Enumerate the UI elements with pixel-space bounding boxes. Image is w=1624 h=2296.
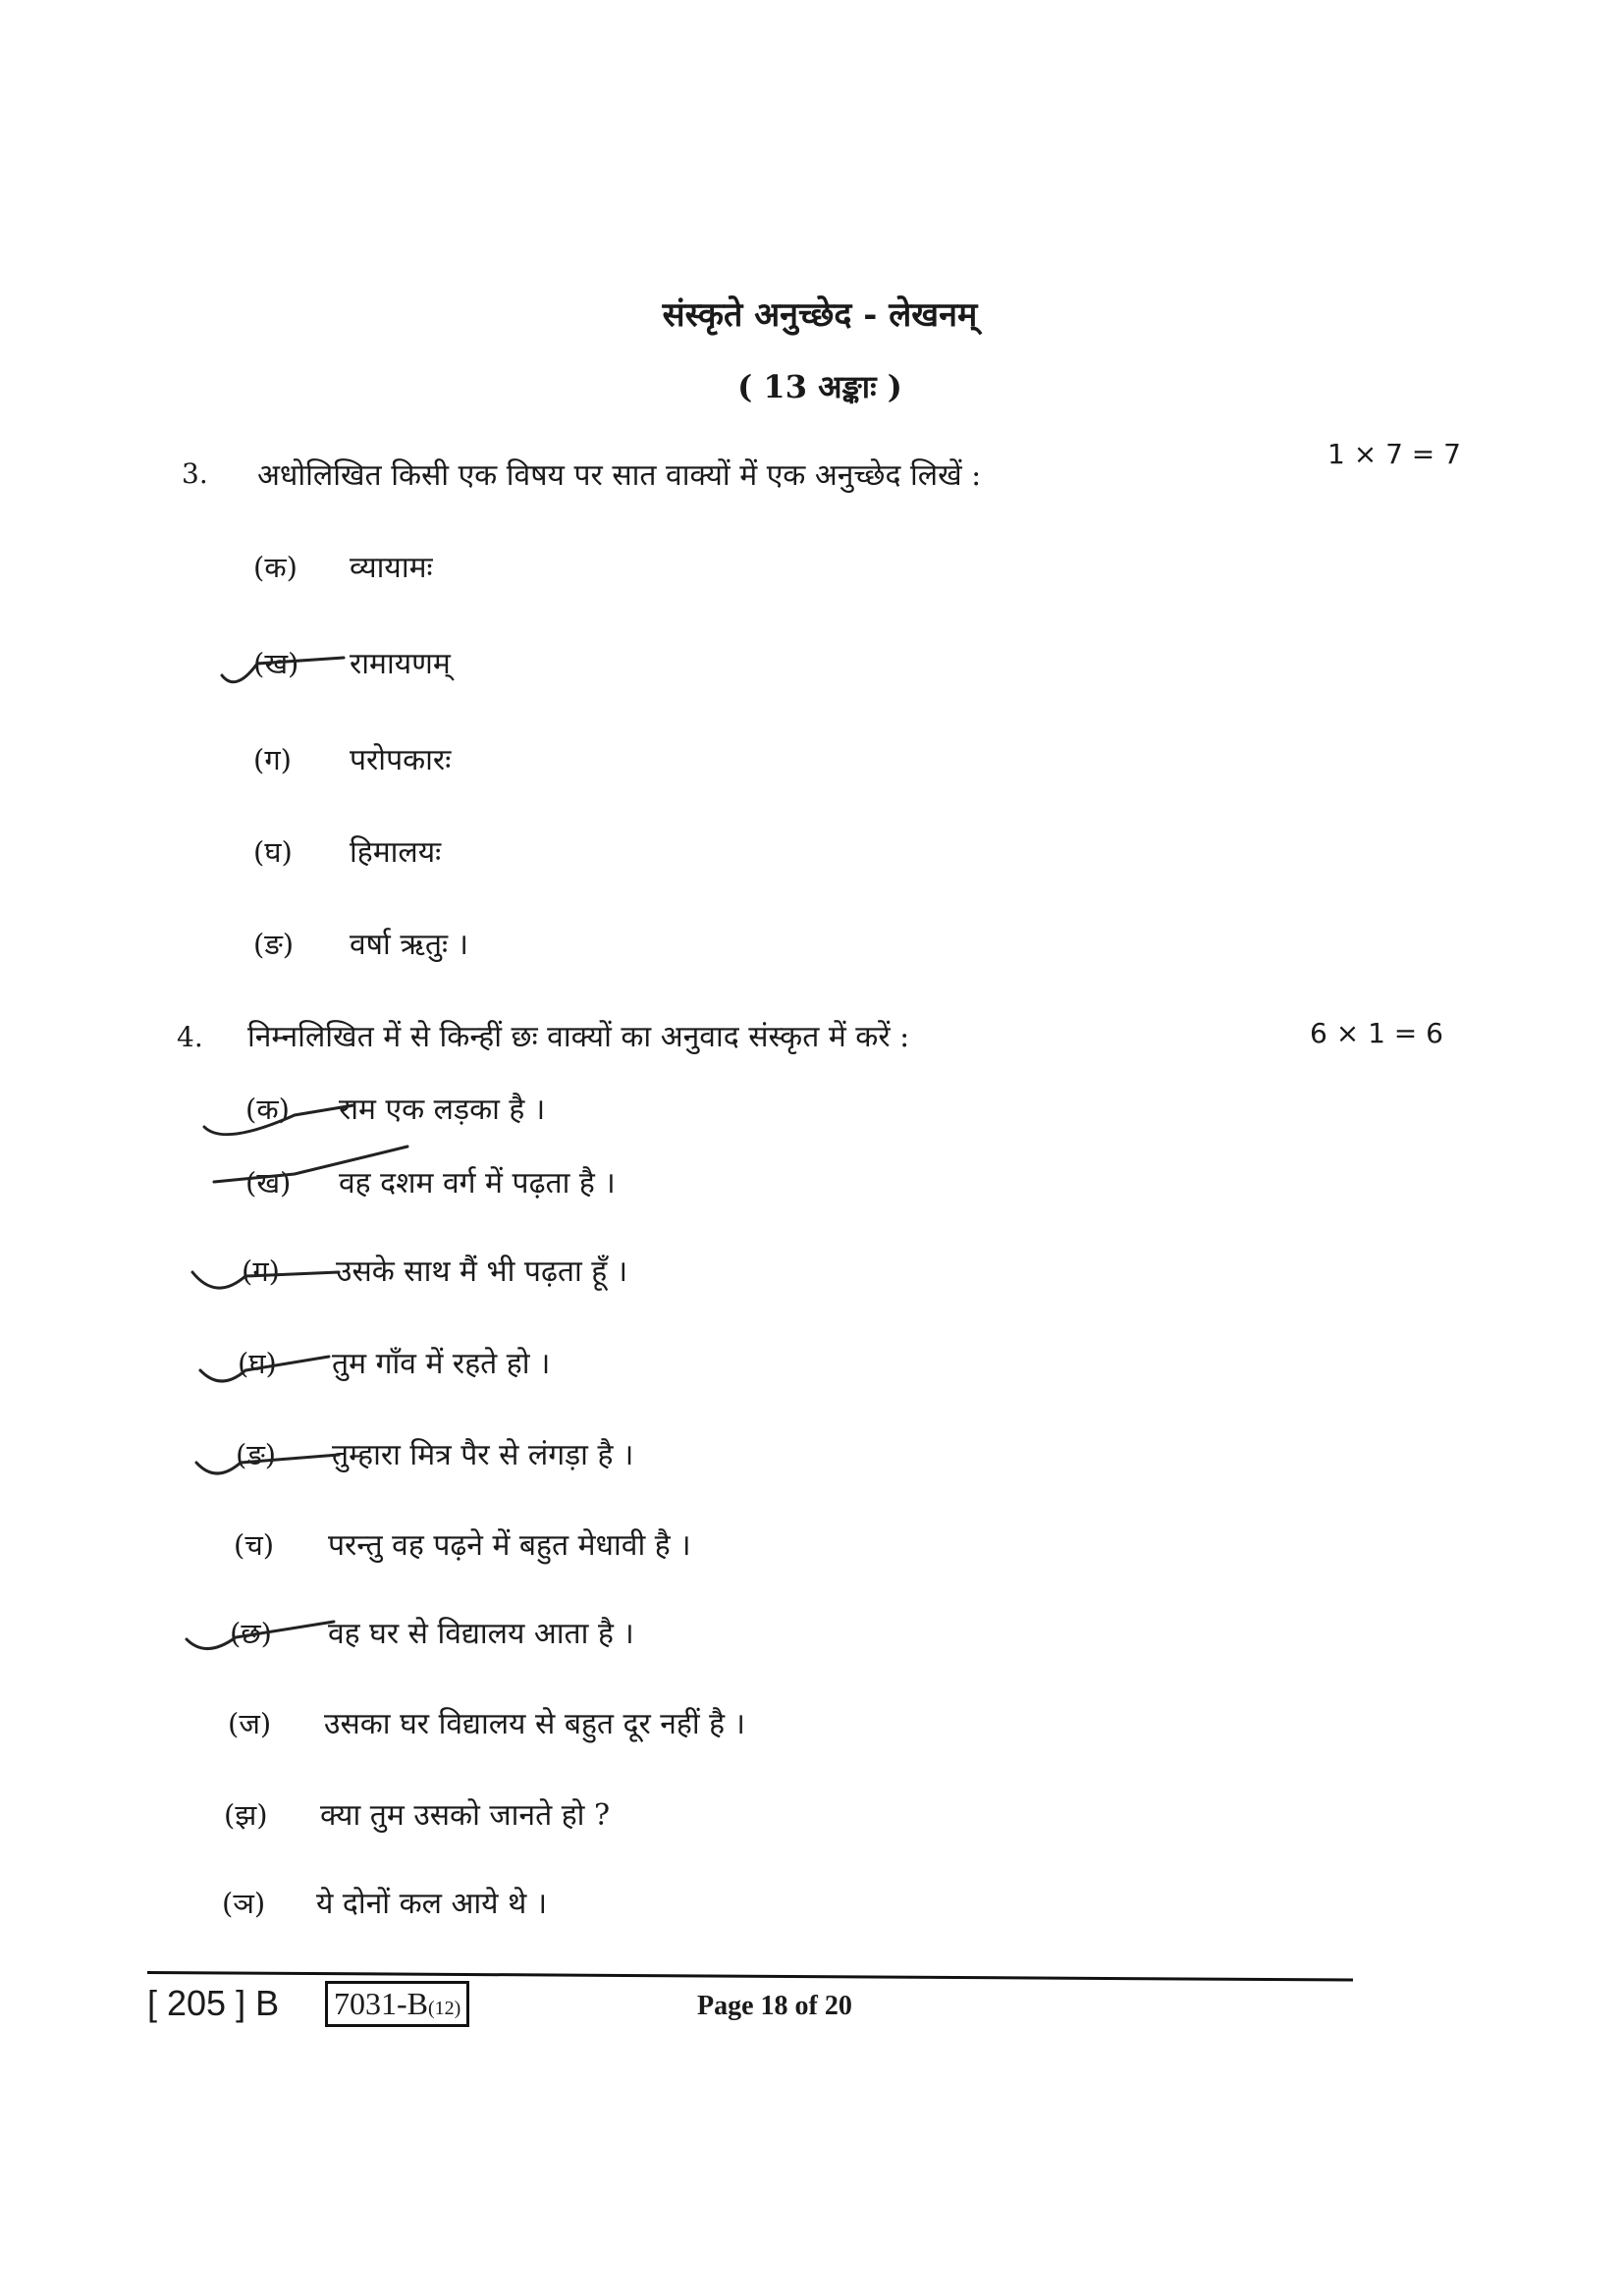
q4-option-text: उसका घर विद्यालय से बहुत दूर नहीं है । xyxy=(324,1707,745,1741)
page-number: Page 18 of 20 xyxy=(697,1991,852,2021)
question-4-number: 4. xyxy=(177,1021,203,1053)
q4-option-label: (क) xyxy=(245,1093,290,1126)
q3-option-text: रामायणम् xyxy=(350,647,451,681)
paper-code-suffix: (12) xyxy=(428,1998,461,2019)
q4-option-label: (ञ) xyxy=(222,1887,266,1920)
q4-option-label: (ज) xyxy=(228,1707,272,1740)
footer-rule xyxy=(147,1971,1353,1982)
q3-option-label: (ङ) xyxy=(253,928,295,961)
q4-option-label: (ङ) xyxy=(236,1438,277,1471)
q3-option-text: वर्षा ऋतुः । xyxy=(350,928,468,962)
q4-option-label: (ग) xyxy=(242,1255,280,1288)
q3-option-label: (क) xyxy=(253,551,298,584)
q4-option-label: (छ) xyxy=(230,1617,272,1650)
section-title: संस्कृते अनुच्छेद - लेखनम् xyxy=(662,295,978,335)
q4-option-text: वह दशम वर्ग में पढ़ता है । xyxy=(339,1166,616,1201)
question-3-marks: 1 × 7 = 7 xyxy=(1327,438,1461,470)
q4-option-text: क्या तुम उसको जानते हो ? xyxy=(320,1798,611,1833)
q3-option-text: परोपकारः xyxy=(350,743,452,777)
q3-option-label: (घ) xyxy=(253,835,293,869)
footer-code: [ 205 ] B xyxy=(147,1983,280,2023)
q3-option-label: (ख) xyxy=(253,647,299,680)
q4-option-text: परन्तु वह पढ़ने में बहुत मेधावी है । xyxy=(328,1528,691,1563)
q4-option-label: (च) xyxy=(234,1528,275,1562)
q4-option-text: तुम्हारा मित्र पैर से लंगड़ा है । xyxy=(332,1438,634,1472)
q4-option-text: उसके साथ मैं भी पढ़ता हूँ । xyxy=(336,1255,628,1289)
q4-option-text: वह घर से विद्यालय आता है । xyxy=(328,1617,634,1651)
q4-option-label: (ख) xyxy=(245,1166,292,1200)
question-3-text: अधोलिखित किसी एक विषय पर सात वाक्यों में एक अनुच्छेद लिखें : xyxy=(257,458,982,493)
q4-option-text: ये दोनों कल आये थे । xyxy=(316,1887,548,1921)
question-3-number: 3. xyxy=(182,457,208,490)
q4-option-label: (घ) xyxy=(238,1347,277,1380)
q3-option-label: (ग) xyxy=(253,743,292,776)
section-marks: ( 13 अङ्काः ) xyxy=(737,368,902,405)
q3-option-text: व्यायामः xyxy=(350,551,433,585)
q4-option-label: (झ) xyxy=(224,1798,268,1832)
paper-code: 7031-B xyxy=(334,1986,428,2021)
q4-option-text: राम एक लड़का है । xyxy=(339,1093,546,1127)
footer-paper-code-box xyxy=(325,1981,469,2027)
q4-option-text: तुम गाँव में रहते हो । xyxy=(332,1347,551,1381)
q3-option-text: हिमालयः xyxy=(350,835,442,870)
question-4-text: निम्नलिखित में से किन्हीं छः वाक्यों का अनुवाद संस्कृत में करें : xyxy=(247,1020,910,1054)
question-4-marks: 6 × 1 = 6 xyxy=(1310,1017,1443,1049)
